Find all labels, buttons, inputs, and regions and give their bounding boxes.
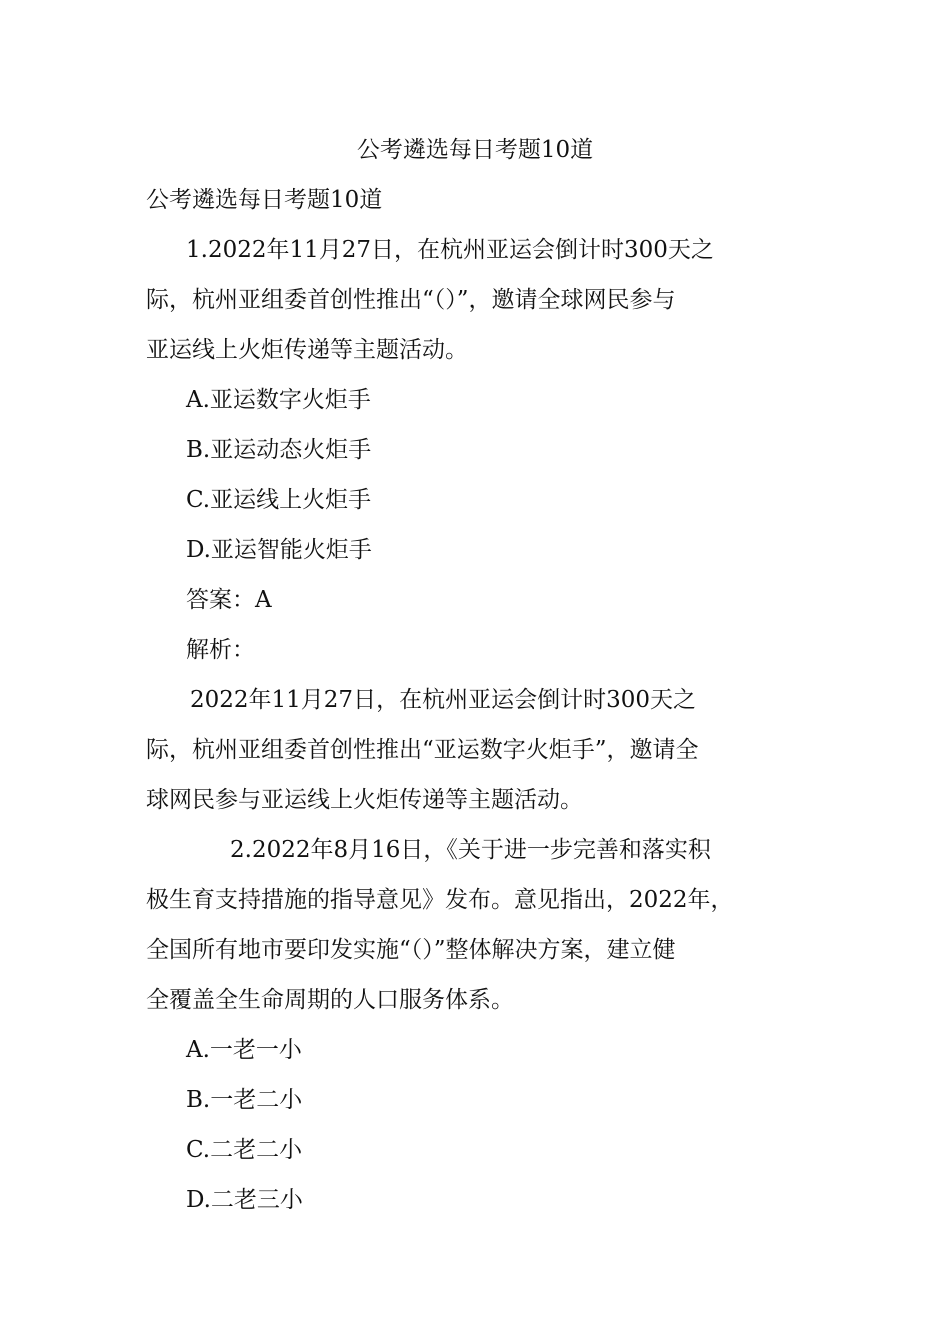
question-2-stem-line: 2.2022年8月16日，《关于进一步完善和落实积 [230, 837, 711, 863]
question-1-option-a: A.亚运数字火炬手 [186, 387, 371, 413]
document-body [146, 184, 806, 1234]
question-1-stem-line: 1.2022年11月27日，在杭州亚运会倒计时300天之 [186, 237, 714, 263]
document-subtitle: 公考遴选每日考题10道 [146, 187, 383, 213]
question-1-option-b: B.亚运动态火炬手 [186, 437, 372, 463]
question-2-option-b: B.一老二小 [186, 1087, 303, 1113]
question-2-option-a: A.一老一小 [186, 1037, 302, 1063]
question-1-option-d: D.亚运智能火炬手 [186, 537, 372, 563]
document-title: 公考遴选每日考题10道 [356, 137, 594, 163]
question-2-stem-line: 全国所有地市要印发实施“（）”整体解决方案，建立健 [146, 937, 676, 963]
question-1-analysis [146, 684, 806, 834]
question-2-stem-line: 全覆盖全生命周期的人口服务体系。 [146, 987, 514, 1013]
question-1-stem [146, 234, 806, 384]
question-1-answer: 答案：A [186, 587, 272, 613]
question-2-stem-line: 极生育支持措施的指导意见》发布。意见指出，2022年， [146, 887, 734, 913]
question-1-stem-line: 际，杭州亚组委首创性推出“（）”，邀请全球网民参与 [146, 287, 676, 313]
question-1-option-c: C.亚运线上火炬手 [186, 487, 372, 513]
question-2-option-c: C.二老二小 [186, 1137, 303, 1163]
question-1-analysis-label: 解析： [186, 637, 255, 663]
question-1-analysis-line: 际，杭州亚组委首创性推出“亚运数字火炬手”，邀请全 [146, 737, 699, 763]
question-2-stem [146, 834, 806, 1034]
question-1-analysis-line: 2022年11月27日，在杭州亚运会倒计时300天之 [190, 687, 696, 713]
question-2-option-d: D.二老三小 [186, 1187, 303, 1213]
question-1-analysis-line: 球网民参与亚运线上火炬传递等主题活动。 [146, 787, 583, 813]
question-1-stem-line: 亚运线上火炬传递等主题活动。 [146, 337, 468, 363]
